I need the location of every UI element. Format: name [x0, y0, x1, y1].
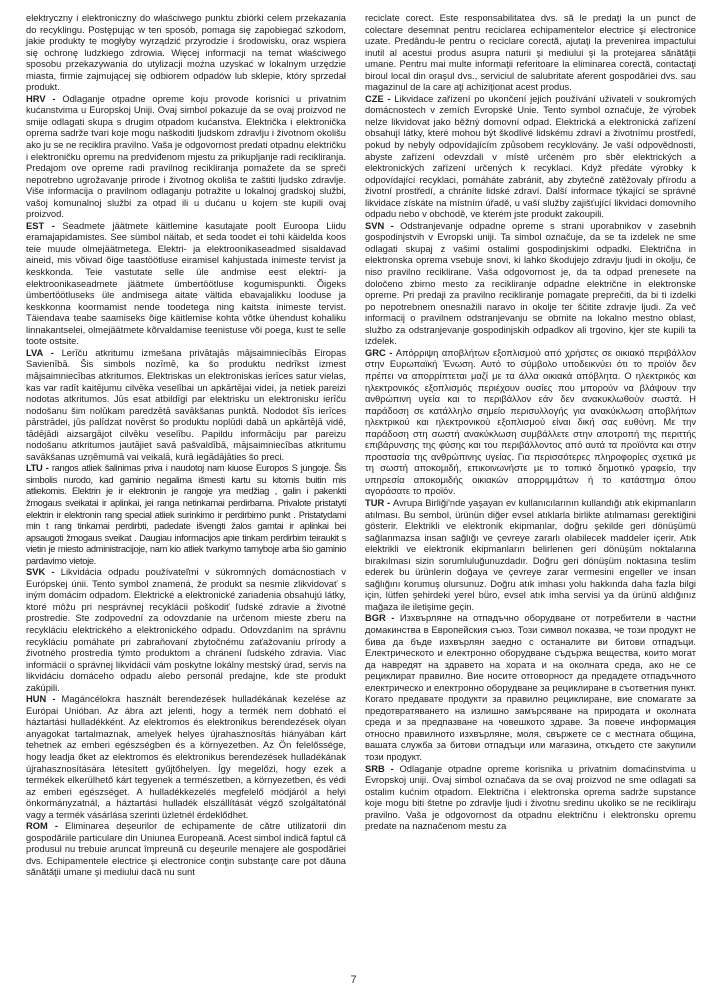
- section-text: Απόρριψη αποβλήτων εξοπλισμού από χρήστες σε οικιακό περιβάλλον στην Ευρωπαϊκή Ένωση. Αυτό το σύμβολο υποδεικνύει ότι το προϊόν δεν πρέπει να απορρίπτεται μαζί με τα άλλα οικιακά απόβλητα. Ο ηλεκτρικός και ηλεκτρονικός εξοπλισμός περιέχουν ουσίες που μπορούν να βλάψουν την ανθρώπινη υγεία και το περιβάλλον εάν δεν ανακυκλωθούν σωστά. Η παράδοση σε κατάλληλο σημείο περισυλλογής για ανακύκλωση αποβλήτων ηλεκτρικού και ηλεκτρονικού εξοπλισμού είναι δική σας ευθύνη. Με την παράδοση στη σωστή ανακύκλωση συμβάλλετε στην αποτροπή της περιττής επιβάρυνσης της φύσης και του περιβάλλοντος από αυτά τα προϊόντα και στην προστασία της ανθρώπινης υγείας. Για περισσότερες πληροφορίες σχετικά με τη σωστή αποκομιδή, επικοινωνήστε με το τοπικό δημοτικό γραφείο, την υπηρεσία αποκομιδής οικιακών απορριμμάτων ή το κατάστημα όπου αγοράσατε το προϊόν.: [365, 347, 696, 497]
- language-code-label: SRB -: [365, 763, 400, 774]
- section-text: elektryczny i elektroniczny do właściwego punktu zbiórki celem przekazania do recyklingu. Postępując w ten sposób, pomaga się zapobiegać szkodom, jakie produkty te mogłyby wyrządzić przyrodzie i środowisku, oraz wspiera się ochronę ludzkiego zdrowia. Więcej informacji na temat właściwego sposobu przekazywania do utylizacji można uzyskać w lokalnym urzędzie miasta, firmie zajmującej się odbiorem odpadów lub sklepie, który sprzedał produkt.: [26, 13, 346, 93]
- section-hrv: [26, 94, 346, 221]
- language-code-label: ROM -: [26, 821, 66, 832]
- section-grc: [365, 348, 696, 498]
- language-code-label: TUR -: [365, 497, 393, 508]
- section-text: Odlaganje otpadne opreme korisnika u privatnim domaćinstvima u Evropskoj uniji. Ovaj simbol označava da se ovaj proizvod ne sme odlagati sa ostalim kućnim otpadom. Električna i elektronska oprema sadrže supstance koje mogu biti štetne po zdravlje ljudi i životnu sredinu ukoliko se ne recikliraju pravilno. Vaša je odgovornost da otpadnu električnu i elektronsku opremu predate na naznačenom mestu za: [365, 763, 696, 832]
- language-code-label: LVA -: [26, 347, 62, 358]
- section-text: Magáncélokra használt berendezések hulladékának kezelése az Európai Unióban. Az ábra azt jelenti, hogy a termék nem dobható el háztartási hulladékként. Az elektromos és elektronikus berendezések olyan anyagokat tartalmaznak, amelyek helyes újrahasznosítás hiányában kárt tehetnek az emberi egészségben és a környezetben. Az Ön felelőssége, hogy leadja őket az elektromos és elektronikus berendezések hulladékának újrahasznosítására létesített gyűjtőhelyen. Így megelőzi, hogy ezek a termékek elkerülhető kárt tegyenek a természetben, a környezetben, és védi az emberi egészséget. A hulladékkezelés megfelelő módjáról a helyi önkormányzatnál, a háztartási hulladék elszállítását végző szolgáltatónál vagy a termék vásárlása szerinti üzletnél érdeklődhet.: [26, 694, 346, 820]
- right-column: [365, 13, 696, 879]
- section-text: Odlaganje otpadne opreme koju provode korisnici u privatnim kućanstvima u Europskoj Uniji. Ovaj simbol pokazuje da se ovaj proizvod ne smije odlagati skupa s drugim otpadom kućanstva. Električka i elektronička oprema sadrže tvari koje mogu naškoditi ljudskom zdravlju i životnom okolišu ako ju se ne reciklira pravilno. Vaša je odgovornost predati otpadnu električku i elektroničku opremu na predviđenom mjestu za prikupljanje radi recikliranja. Predajom ove opreme radi pravilnog recikliranja pomažete da se spreči nepotrebno ugrožavanje prirode i životnog okoliša te zaštiti ljudsko zdravlje. Više informacija o pravilnom odlaganju potražite u lokalnoj gradskoj službi, vašoj komunalnoj službi za otpad ili u dućanu u kojem ste kupili ovaj proizvod.: [26, 93, 346, 220]
- section-text: reciclate corect. Este responsabilitatea dvs. să le predaţi la un punct de colectare desemnat pentru reciclarea echipamentelor electrice şi electronice uzate. Predându-le pentru o reciclare corectă, ajutaţi la prevenirea impactului inutil al acestui produs asupra naturii şi mediului şi la protejarea sănătăţii umane. Pentru mai multe informaţii referitoare la eliminarea corectă, contactaţi biroul local din oraşul dvs., serviciul de salubritate aferent gospodăriei dvs. sau magazinul de la care aţi achiziţionat acest produs.: [365, 13, 696, 93]
- section-text: Likvidace zařízení po ukončení jejich používání uživateli v soukromých domácnostech v zemích Evropské Unie. Tento symbol označuje, že výrobek nelze likvidovat jako běžný domovní odpad. Elektrická a elektronická zařízení obsahují látky, které mohou být škodlivé lidskému zdraví a životnímu prostředí, pokud by nebyly odpovídajícím způsobem recyklovány. Je vaší odpovědností, abyste zařízení odevzdali v místě určeném pro sběr elektrických a elektronických zařízení určených k recyklaci. Když předáte výrobky k odpovídající recyklaci, pomáháte zabránit, aby zbytečně zatěžovaly přírodu a životní prostředí, a chráníte lidské zdraví. Další informace týkající se správné likvidace získáte na místním úřadě, u vaší služby zajišťující likvidaci domovního odpadu nebo v obchodě, ve kterém jste produkt zakoupili.: [365, 93, 696, 220]
- section-text: Lerīču atkritumu izmešana privātajās mājsaimniecībās Eiropas Savienībā. Šis simbols nozīmē, ka šo produktu nedrīkst izmest mājsaimniecības atkritumos. Elektriskas un elektroniskas ierīces satur vielas, kas var radīt kaitējumu cilvēka veselībai un apkārtējai videi, ja netiek pareizi nodotas atkritumos. Jūs esat atbildīgi par elektrisku un elektronisku ierīču nodošanu šim nolūkam paredzētā savākšanas punktā. Nododot šīs ierīces pārstrādei, jūs palīdzat novērst šo produktu noplūdi dabā un apkārtējā vidē, tādējādi aizsargājot cilvēku veselību. Papildu informāciju par pareizu nodošanu atkritumos jautājiet savā pašvaldībā, mājsaimniecības atkritumu savākšanas uzņēmumā vai veikalā, kurā iegādājāties šo preci.: [26, 347, 346, 462]
- section-text: Likvidácia odpadu používateľmi v súkromných domácnostiach v Európskej únii. Tento symbol znamená, že produkt sa nesmie zlikvidovať s iným domácim odpadom. Elektrické a elektronické zariadenia obsahujú látky, ktoré môžu pri nesprávnej recyklácii poškodiť ľudské zdravie a životné prostredie. Ste zodpovední za odovzdanie na určenom mieste zberu na recykláciu elektrického a elektronického odpadu. Odovzdaním na správnu recykláciu pomáhate pri zabraňovaní zbytočnému zaťažovaniu prírody a životného prostredia týmto produktom a chránení ľudského zdravia. Viac informácií o správnej likvidácii vám poskytne lokálny mestský úrad, servis na likvidáciu domáceho odpadu alebo personál predajne, kde ste produkt zakúpili.: [26, 567, 346, 693]
- text-columns: [26, 13, 697, 879]
- section-srb: [365, 764, 696, 833]
- section-svk: [26, 567, 346, 694]
- section-text: Изхвърляне на отпадъчно оборудване от потребители в частни домакинства в Европейския съюз. Този символ показва, че този продукт не бива да бъде изхвърлян заедно с останалите ви битови отпадъци. Електрическото и електронно оборудване съдържа вещества, които могат да навредят на здравето на хората и на околната среда, ако не се рециклират правилно. Вие носите отговорност да предадете отпадъчното електрическо и електронно оборудване за рециклиране в съответния пункт. Когато предавате продукти за правилно рециклиране, вие спомагате за предотвратяването на излишно замърсяване на природата и околната среда и за предпазване на човешкото здраве. За повече информация относно правилното изхвърляне, моля, свържете се с местната община, вашата служба за битови отпадъци или магазина, откъдето сте закупили този продукт.: [365, 613, 696, 762]
- section-text: Eliminarea deşeurilor de echipamente de către utilizatorii din gospodăriile particulare din Uniunea Europeană. Acest simbol indică faptul că produsul nu trebuie aruncat împreună cu deşeurile menajere ale gospodăriei dvs. Echipamentele electrice şi electronice conţin substanţe care pot dăuna sănătăţii umane şi mediului dacă nu sunt: [26, 821, 346, 878]
- section-text: rangos atliek šalinimas priva i naudotoj nam kiuose Europos S jungoje. Šis simbolis nurodo, kad gaminio negalima išmesti kartu su kitomis buitin mis atliekomis. Elektrin je ir elektronin je rangoje yra medžiag , galin i pakenkti žmogaus sveikatai ir aplinkai, jei ranga netinkamai perdirbama. Privalote pristatyti elektrin ir elektronin rang special atliek surinkimo ir perdirbimo punkt . Pristatydami min t rang tinkamai perdirbti, padedate išvengti žalos gamtai ir aplinkai bei apsaugoti žmogaus sveikat . Daugiau informacijos apie tinkam perdirbim teiraukit s vietin je miesto administracijoje, nam kio atliek tvarkymo tarnyboje arba šio gaminio pardavimo vietoje.: [26, 463, 346, 566]
- language-code-label: LTU -: [26, 463, 52, 474]
- section-bgr: [365, 613, 696, 763]
- section-ltu: [26, 463, 346, 567]
- section-rom: [26, 821, 346, 879]
- section-tur: [365, 498, 696, 613]
- language-code-label: SVK -: [26, 567, 61, 578]
- language-code-label: HRV -: [26, 93, 63, 104]
- language-code-label: SVN -: [365, 220, 401, 231]
- language-code-label: BGR -: [365, 613, 400, 624]
- language-code-label: GRC -: [365, 347, 396, 358]
- section-text: Odstranjevanje odpadne opreme s strani uporabnikov v zasebnih gospodinjstvih v Evropski uniji. Ta simbol označuje, da se ta izdelek ne sme odlagati skupaj z vašimi ostalimi gospodinjskimi odpadki. Električna in elektronska oprema vsebuje snovi, ki lahko škodujejo zdravju ljudi in okolju, če niso pravilno reciklirane. Vaša odgovornost je, da ta odpad prenesete na določeno zbirno mesto za recikliranje odpadne električne in elektronske opreme. Pri predaji za pravilno recikliranje pomagate preprečiti, da bi ti izdelki po nepotrebnem onesnažili naravo in okolje ter ščitite zdravje ljudi. Za več informacij o pravilnem odstranjevanju se obrnite na lokalno mestno oblast, službo za odstranjevanje gospodinjskih odpadkov ali trgovino, kjer ste kupili ta izdelek.: [365, 220, 696, 347]
- section-est: [26, 221, 346, 348]
- section-text: Seadmete jäätmete käitlemine kasutajate poolt Euroopa Liidu eramajapidamistes. See sümbol näitab, et seda toodet ei tohi käidelda koos teie muude olmejäätmetega. Elektri- ja elektroonikaseadmed sisaldavad aineid, mis võivad õige taastöötluse eiramisel kahjustada inimeste tervist ja keskkonda. Teie vastutate selle üle andmise eest elektri- ja elektroonikaseadmete jäätmete ümbertöötluse kogumispunkti. Õigeks ümbertöötluseks üle andmisega aitate vältida ebavajalikku looduse ja keskkonna koormamist nende toodetega ning kaitsta inimeste tervist. Täiendava teabe saamiseks õige käitlemise kohta võtke ühendust kohaliku linnakantselei, olmejäätmete kõrvaldamise teenistuse või poega, kust te selle toote ostsite.: [26, 220, 346, 347]
- section-rom-continued: [365, 13, 696, 94]
- page-number: 7: [350, 974, 357, 986]
- left-column: [26, 13, 346, 879]
- language-code-label: CZE -: [365, 93, 395, 104]
- section-text: Avrupa Birliği'nde yaşayan ev kullanıcılarının kullandığı atık ekipmanların atılması. Bu sembol, ürünün diğer evsel atıklarla birlikte atılmaması gerektiğini gösterir. Elektrikli ve elektronik ekipmanlar, doğru şekilde geri dönüşümü sağlanmazsa insan sağlığı ve çevreye zararlı olabilecek maddeler içerir. Atık elektrikli ve elektronik ekipmanların belirlenen geri dönüşüm noktalarına bırakılması sizin sorumluluğunuzdadır. Doğru geri dönüşüm noktasına teslim ederek bu ürünlerin doğaya ve çevreye zarar vermesini engeller ve insan sağlığını korumuş olursunuz. Doğru atık imhası yolu hakkında daha fazla bilgi için, lütfen şehirdeki yerel büro, evsel atık imha servisi ya da ürünü aldığınız mağaza ile iletişime geçin.: [365, 497, 696, 612]
- section-pol-continued: [26, 13, 346, 94]
- language-code-label: HUN -: [26, 694, 62, 705]
- section-cze: [365, 94, 696, 221]
- section-hun: [26, 694, 346, 821]
- section-lva: [26, 348, 346, 463]
- section-svn: [365, 221, 696, 348]
- language-code-label: EST -: [26, 220, 63, 231]
